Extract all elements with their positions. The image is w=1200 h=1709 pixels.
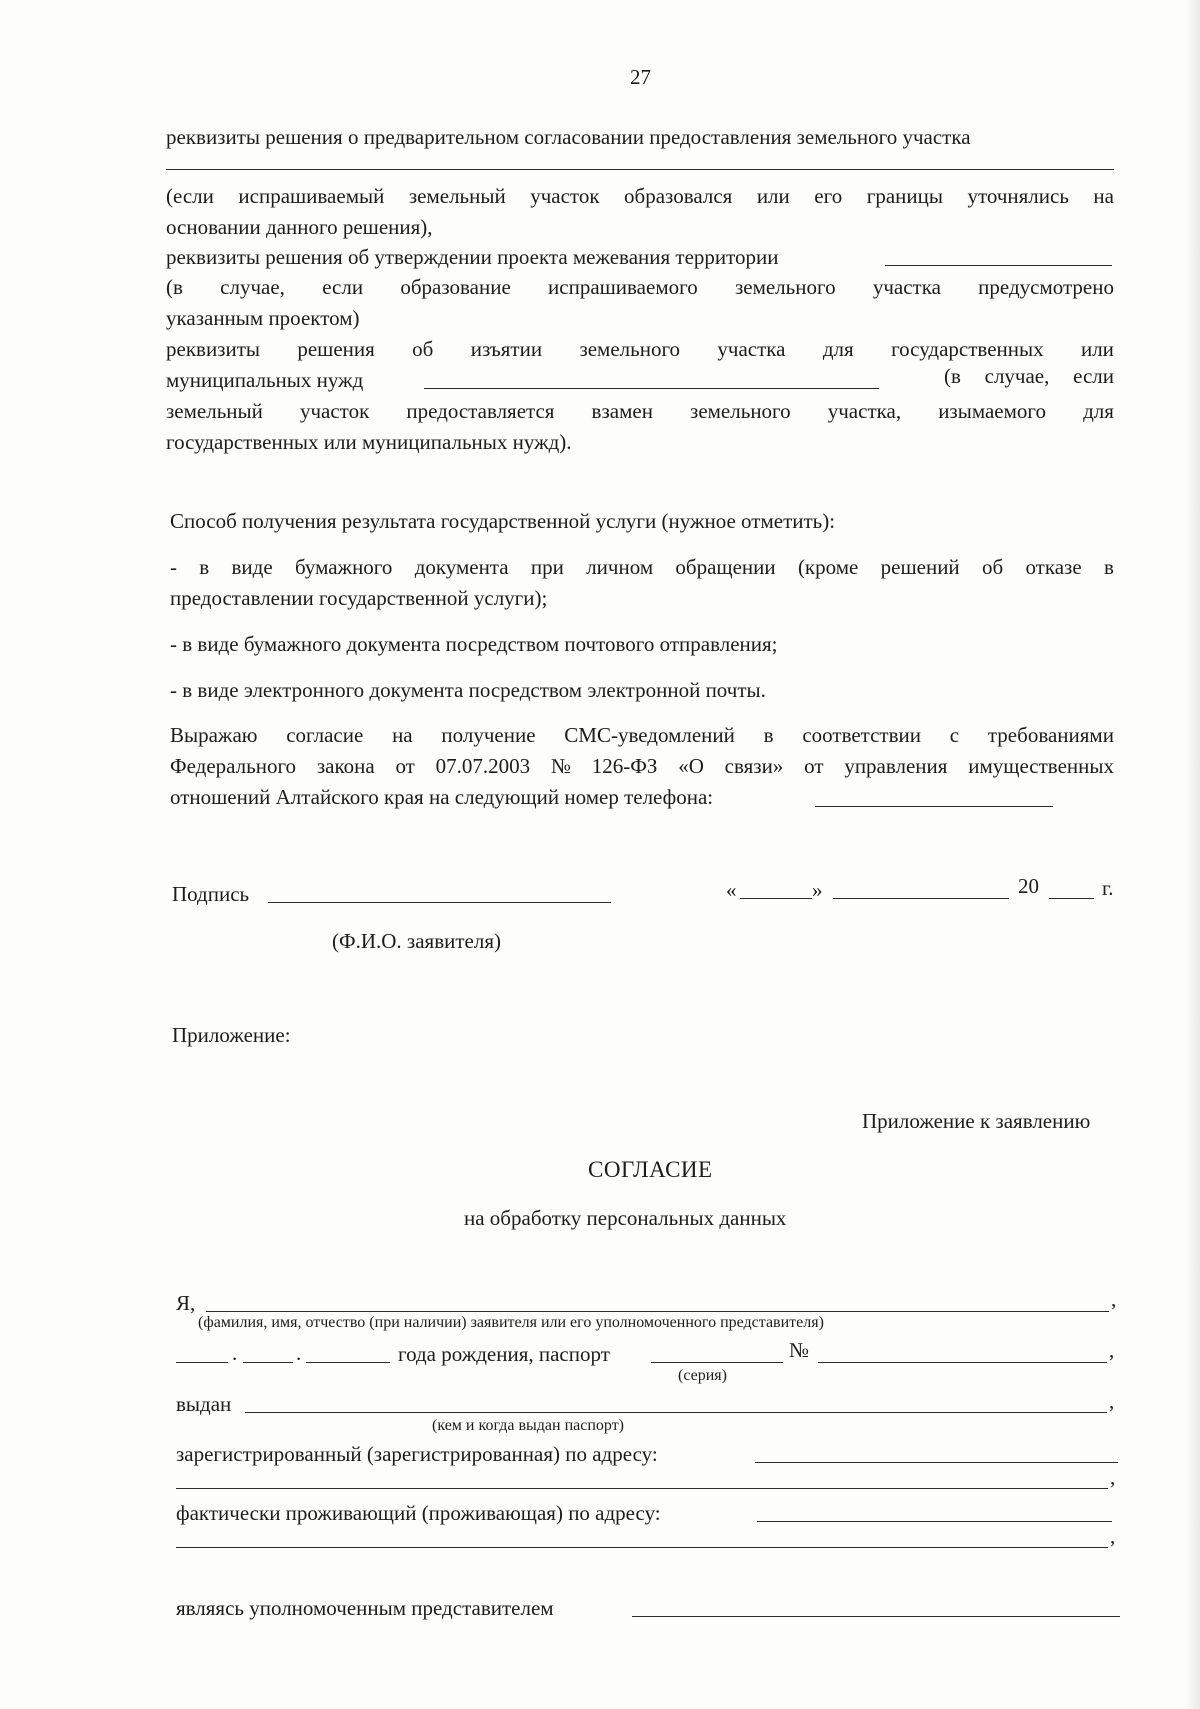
text-line: реквизиты решения о предварительном согласовании предоставления земельного участка	[166, 125, 971, 149]
ya-label: Я,	[176, 1291, 196, 1315]
issued-fill-line	[245, 1412, 1107, 1413]
appendix-title: СОГЛАСИЕ	[588, 1157, 713, 1182]
series-fill-line	[651, 1362, 783, 1363]
appendix-subtitle: на обработку персональных данных	[464, 1206, 787, 1230]
text-line: государственных или муниципальных нужд).	[166, 430, 572, 454]
residing-fill-line	[757, 1521, 1112, 1522]
dot: .	[232, 1341, 238, 1365]
representative-fill-line	[632, 1616, 1120, 1617]
attachment-label: Приложение:	[172, 1023, 291, 1047]
representative-label: являясь уполномоченным представителем	[176, 1596, 554, 1620]
signature-fill-line	[268, 902, 611, 903]
comma: ,	[1109, 1389, 1115, 1413]
name-caption: (фамилия, имя, отчество (при наличии) заявителя или его уполномоченного представителя)	[198, 1314, 824, 1331]
date-quote-open: «	[726, 878, 737, 902]
text-line: указанным проектом)	[166, 306, 360, 330]
day-fill-line	[740, 898, 812, 899]
issued-label: выдан	[176, 1392, 232, 1416]
month-fill-line	[243, 1362, 293, 1363]
text-line: реквизиты решения об утверждении проекта межевания территории	[166, 245, 779, 269]
year-suffix: г.	[1102, 876, 1114, 900]
number-sign: №	[789, 1338, 810, 1362]
comma: ,	[1110, 1465, 1116, 1489]
text-line: основании данного решения),	[166, 215, 433, 239]
fill-line	[885, 265, 1112, 266]
comma: ,	[1109, 1338, 1115, 1362]
name-fill-line	[206, 1311, 1109, 1312]
passport-number-fill-line	[818, 1362, 1107, 1363]
text-line: отношений Алтайского края на следующий номер телефона:	[170, 785, 714, 809]
registered-fill-line	[755, 1462, 1118, 1463]
year-prefix: 20	[1018, 874, 1039, 898]
text-line-justified: (в случае, если образование испрашиваемого земельного участка предусмотрено	[166, 275, 1114, 299]
text-line-justified: (в случае, если	[944, 364, 1114, 388]
text-line-justified: земельный участок предоставляется взамен земельного участка, изымаемого для	[166, 399, 1114, 423]
fill-line	[424, 388, 879, 389]
year-fill-line	[1049, 898, 1094, 899]
page-edge-shadow	[1186, 0, 1200, 1709]
signature-label: Подпись	[172, 882, 250, 906]
month-fill-line	[833, 898, 1009, 899]
delivery-heading: Способ получения результата государственной услуги (нужное отметить):	[170, 509, 836, 533]
fill-line	[166, 169, 1114, 170]
delivery-option: - в виде бумажного документа при личном обращении (кроме решений об отказе в	[170, 555, 1114, 579]
text-line: муниципальных нужд	[166, 368, 364, 392]
phone-fill-line	[815, 806, 1053, 807]
day-fill-line	[176, 1362, 228, 1363]
page-number: 27	[630, 65, 651, 89]
issued-caption: (кем и когда выдан паспорт)	[432, 1417, 625, 1434]
series-caption: (серия)	[678, 1367, 727, 1384]
residing-fill-line-2	[176, 1547, 1108, 1548]
delivery-option: - в виде бумажного документа посредством почтового отправления;	[170, 632, 778, 656]
residing-label: фактически проживающий (проживающая) по адресу:	[176, 1501, 661, 1525]
date-quote-close: »	[812, 878, 823, 902]
text-line-justified: реквизиты решения об изъятии земельного участка для государственных или	[166, 337, 1114, 361]
signature-caption: (Ф.И.О. заявителя)	[332, 929, 501, 953]
text-line-justified: (если испрашиваемый земельный участок образовался или его границы уточнялись на	[166, 184, 1114, 208]
registered-fill-line-2	[176, 1488, 1108, 1489]
comma: ,	[1110, 1524, 1116, 1548]
year-fill-line	[306, 1362, 390, 1363]
birth-passport-label: года рождения, паспорт	[398, 1342, 610, 1366]
comma: ,	[1111, 1287, 1117, 1311]
dot: .	[296, 1341, 302, 1365]
registered-label: зарегистрированный (зарегистрированная) по адресу:	[176, 1442, 658, 1466]
delivery-option: - в виде электронного документа посредством электронной почты.	[170, 678, 766, 702]
appendix-ref: Приложение к заявлению	[862, 1109, 1091, 1133]
text-line: предоставлении государственной услуги);	[170, 586, 548, 610]
sms-consent: Федерального закона от 07.07.2003 № 126-ФЗ «О связи» от управления имущественных	[170, 754, 1114, 778]
sms-consent: Выражаю согласие на получение СМС-уведомлений в соответствии с требованиями	[170, 723, 1114, 747]
